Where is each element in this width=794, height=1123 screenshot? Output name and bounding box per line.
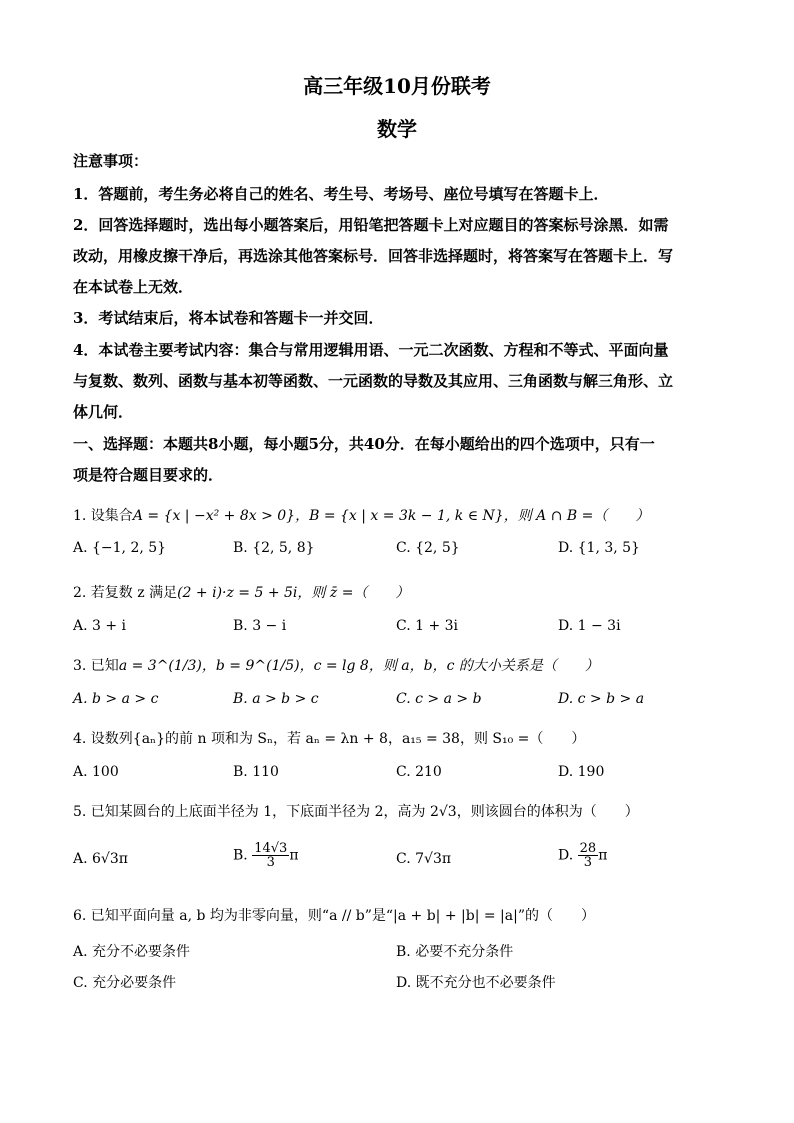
q2-option-c: C. 1 + 3i [396, 618, 459, 634]
exam-subject: 数学 [377, 117, 417, 141]
note-4-line3: 体几何． [73, 403, 134, 421]
q5-option-a: A. 6√3π [73, 851, 128, 867]
q1-option-c: C. {2, 5} [396, 540, 460, 556]
q2-option-d: D. 1 − 3i [558, 618, 621, 634]
q1-option-b: B. {2, 5, 8} [233, 540, 315, 556]
q4-option-a: A. 100 [73, 764, 119, 780]
q4-option-c: C. 210 [396, 764, 442, 780]
exam-title: 高三年级10月份联考 [303, 74, 491, 98]
question-2-stem: 2. 若复数 z 满足(2 + i)·z = 5 + 5i，则 z̄ =（ ） [73, 585, 410, 601]
q1-option-a: A. {−1, 2, 5} [73, 540, 167, 556]
section-1-line1: 一、选择题：本题共8小题，每小题5分，共40分．在每小题给出的四个选项中，只有一 [73, 435, 655, 453]
q3-option-c: C. c > a > b [396, 691, 482, 707]
note-3: 3．考试结束后，将本试卷和答题卡一并交回． [73, 309, 384, 327]
section-1-line2: 项是符合题目要求的． [73, 466, 224, 484]
q6-option-b: B. 必要不充分条件 [396, 944, 514, 960]
q4-option-b: B. 110 [233, 764, 279, 780]
question-3-stem: 3. 已知a = 3^(1/3)，b = 9^(1/5)，c = lg 8，则 a，b，c 的大小关系是（ ） [73, 658, 599, 674]
q6-option-c: C. 充分必要条件 [73, 975, 177, 991]
question-6-stem: 6. 已知平面向量 a, b 均为非零向量，则“a // b”是“|a + b| + |b| = |a|”的（ ） [73, 908, 595, 924]
q3-option-d: D. c > b > a [558, 691, 645, 707]
q5-d-fraction: $\frac{28}{3}$ [579, 841, 597, 870]
q1-option-d: D. {1, 3, 5} [558, 540, 640, 556]
question-4-stem: 4. 设数列{aₙ}的前 n 项和为 Sₙ，若 aₙ = λn + 8，a₁₅ = 38，则 S₁₀ =（ ） [73, 731, 586, 747]
q4-option-d: D. 190 [558, 764, 605, 780]
note-1: 1．答题前，考生务必将自己的姓名、考生号、考场号、座位号填写在答题卡上． [73, 185, 609, 203]
q5-option-b: B. $\frac{14√3}{3}$ π [233, 841, 299, 870]
note-4-line2: 与复数、数列、函数与基本初等函数、一元函数的导数及其应用、三角函数与解三角形、立 [73, 372, 674, 390]
q5-option-d: D. $\frac{28}{3}$ π [558, 841, 608, 870]
note-2-line3: 在本试卷上无效． [73, 278, 194, 296]
q3-option-a: A. b > a > c [73, 691, 159, 707]
note-2-line2: 改动，用橡皮擦干净后，再选涂其他答案标号．回答非选择题时，将答案写在答题卡上．写 [73, 247, 674, 265]
question-1-stem: 1. 设集合A = {x | −x² + 8x > 0}，B = {x | x = 3k − 1, k ∈ N}，则 A ∩ B =（ ） [73, 508, 650, 524]
note-2-line1: 2．回答选择题时，选出每小题答案后，用铅笔把答题卡上对应题目的答案标号涂黑．如需 [73, 216, 669, 234]
q5-option-c: C. 7√3π [396, 851, 452, 867]
q6-option-a: A. 充分不必要条件 [73, 944, 191, 960]
q2-option-a: A. 3 + i [73, 618, 127, 634]
q6-option-d: D. 既不充分也不必要条件 [396, 975, 556, 991]
q2-option-b: B. 3 − i [233, 618, 287, 634]
q5-b-fraction: $\frac{14√3}{3}$ [254, 841, 288, 870]
question-5-stem: 5. 已知某圆台的上底面半径为 1，下底面半径为 2，高为 2√3，则该圆台的体积为（ ） [73, 804, 639, 820]
notes-heading: 注意事项： [73, 152, 149, 170]
note-4-line1: 4．本试卷主要考试内容：集合与常用逻辑用语、一元二次函数、方程和不等式、平面向量 [73, 341, 669, 359]
q3-option-b: B. a > b > c [233, 691, 319, 707]
